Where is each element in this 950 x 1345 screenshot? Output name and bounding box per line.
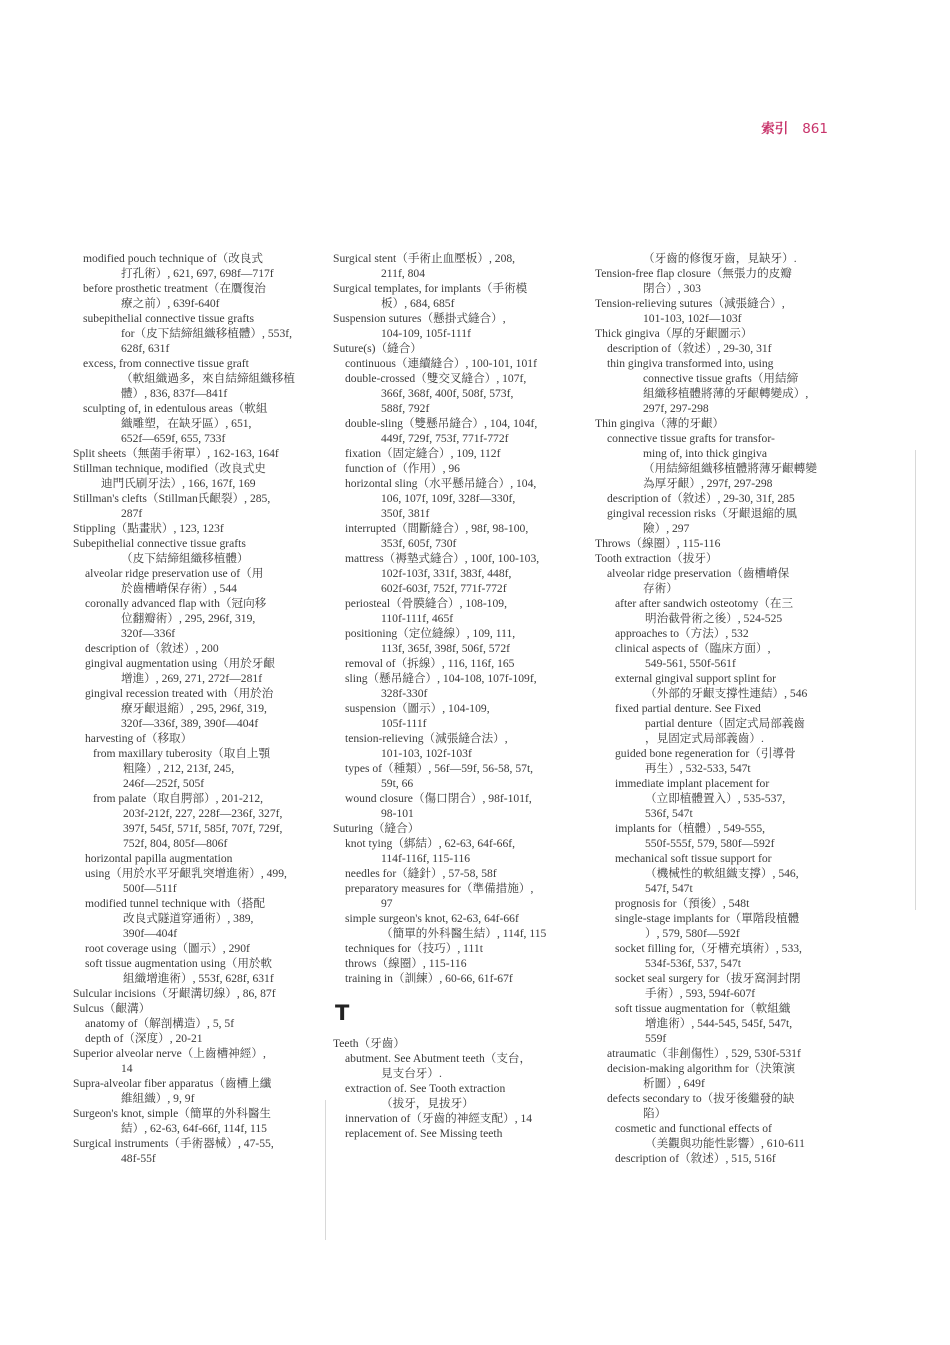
- index-line: soft tissue augmentation using（用於軟: [85, 957, 273, 970]
- index-line: 353f, 605f, 730f: [381, 537, 457, 550]
- index-line: 320f—336f: [121, 627, 176, 640]
- index-line: description of（敘述）, 515, 516f: [615, 1152, 776, 1165]
- index-line: 析圖）, 649f: [643, 1077, 705, 1090]
- index-line: 明治截骨術之後）, 524-525: [645, 612, 783, 625]
- index-line: Suspension sutures（懸掛式縫合）,: [333, 312, 506, 325]
- index-line: （皮下結締組織移植體）: [121, 552, 249, 565]
- index-line: horizontal sling（水平懸吊縫合）, 104,: [345, 477, 537, 490]
- index-line: 287f: [121, 507, 143, 520]
- index-line: from maxillary tuberosity（取自上顎: [93, 747, 271, 760]
- index-line: 102f-103f, 331f, 383f, 448f,: [381, 567, 512, 580]
- index-line: partial denture（固定式局部義齒: [645, 717, 806, 730]
- index-line: Sulcular incisions（牙齦溝切線）, 86, 87f: [73, 987, 276, 1000]
- index-line: 組織增進術）, 553f, 628f, 631f: [123, 972, 274, 985]
- index-line: harvesting of（移取）: [85, 732, 193, 745]
- index-line: periosteal（骨膜縫合）, 108-109,: [345, 597, 507, 610]
- index-line: Tension-relieving sutures（減張縫合）,: [595, 297, 785, 310]
- index-line: 組織移植體將薄的牙齦轉變成）,: [643, 387, 809, 400]
- index-line: fixed partial denture. See Fixed: [615, 702, 761, 715]
- index-line: 閉合）, 303: [643, 282, 701, 295]
- index-line: Superior alveolar nerve（上齒槽神經）,: [73, 1047, 266, 1060]
- index-line: 維組織）, 9, 9f: [121, 1092, 195, 1105]
- index-line: 246f—252f, 505f: [123, 777, 205, 790]
- index-line: for（皮下結締組織移植體）, 553f,: [121, 327, 292, 340]
- page-number: 861: [802, 121, 828, 137]
- index-line: description of（敘述）, 200: [85, 642, 219, 655]
- index-line: knot tying（綁結）, 62-63, 64f-66f,: [345, 837, 516, 850]
- index-line: 559f: [645, 1032, 667, 1045]
- index-line: 織雕塑，在缺牙區）, 651,: [121, 417, 252, 430]
- index-line: 101-103, 102f-103f: [381, 747, 472, 760]
- index-line: 101-103, 102f—103f: [643, 312, 742, 325]
- index-line: wound closure（傷口閉合）, 98f-101f,: [345, 792, 532, 805]
- index-line: Surgical stent（手術止血壓板）, 208,: [333, 252, 516, 265]
- index-line: before prosthetic treatment（在贋復治: [83, 282, 266, 295]
- index-line: removal of（拆線）, 116, 116f, 165: [345, 657, 515, 670]
- index-line: Thick gingiva（厚的牙齦圖示）: [595, 327, 753, 340]
- index-line: 534f-536f, 537, 547t: [645, 957, 741, 970]
- section-letter: T: [335, 1001, 350, 1025]
- index-line: fixation（固定縫合）, 109, 112f: [345, 447, 501, 460]
- index-line: innervation of（牙齒的神經支配）, 14: [345, 1112, 533, 1125]
- index-line: prognosis for（預後）, 548t: [615, 897, 750, 910]
- index-line: 500f—511f: [123, 882, 177, 895]
- index-line: 297f, 297-298: [643, 402, 709, 415]
- index-line: 397f, 545f, 571f, 585f, 707f, 729f,: [123, 822, 283, 835]
- index-line: atraumatic（非創傷性）, 529, 530f-531f: [607, 1047, 801, 1060]
- index-line: 97: [381, 897, 393, 910]
- index-line: simple surgeon's knot, 62-63, 64f-66f: [345, 912, 519, 925]
- index-line: 陷）: [643, 1107, 667, 1120]
- index-line: Suturing（縫合）: [333, 822, 420, 835]
- index-line: 48f-55f: [121, 1152, 156, 1165]
- index-line: defects secondary to（拔牙後繼發的缺: [607, 1092, 795, 1105]
- index-line: 險）, 297: [643, 522, 690, 535]
- index-line: replacement of. See Missing teeth: [345, 1127, 503, 1140]
- index-line: 211f, 804: [381, 267, 426, 280]
- index-line: single-stage implants for（單階段植體: [615, 912, 800, 925]
- index-line: 療牙齦退縮）, 295, 296f, 319,: [121, 702, 267, 715]
- page-header: [761, 117, 828, 137]
- index-line: alveolar ridge preservation（齒槽嵴保: [607, 567, 790, 580]
- index-line: 14: [121, 1062, 133, 1075]
- index-line: （拔牙，見拔牙）: [381, 1097, 474, 1110]
- index-line: alveolar ridge preservation use of（用: [85, 567, 264, 580]
- index-line: description of（敘述）, 29-30, 31f, 285: [607, 492, 795, 505]
- index-line: 203f-212f, 227, 228f—236f, 327f,: [123, 807, 283, 820]
- index-line: 113f, 365f, 398f, 506f, 572f: [381, 642, 511, 655]
- index-line: excess, from connective tissue graft: [83, 357, 249, 370]
- index-line: Stillman's clefts（Stillman氏齦裂）, 285,: [73, 492, 271, 505]
- index-line: decision-making algorithm for（決策演: [607, 1062, 796, 1075]
- index-line: （立即植體置入）, 535-537,: [645, 792, 786, 805]
- index-line: suspension（圖示）, 104-109,: [345, 702, 490, 715]
- index-line: 105f-111f: [381, 717, 427, 730]
- index-line: after after sandwich osteotomy（在三: [615, 597, 794, 610]
- index-line: Sulcus（齦溝）: [73, 1002, 151, 1015]
- index-line: Split sheets（無菌手術單）, 162-163, 164f: [73, 447, 279, 460]
- index-line: ming of, into thick gingiva: [643, 447, 767, 460]
- index-line: Tooth extraction（拔牙）: [595, 552, 718, 565]
- index-line: （牙齒的修復牙齒，見缺牙）.: [643, 252, 797, 265]
- index-line: training in（訓練）, 60-66, 61f-67f: [345, 972, 513, 985]
- index-line: 為厚牙齦）, 297f, 297-298: [643, 477, 773, 490]
- index-line: cosmetic and functional effects of: [615, 1122, 772, 1135]
- index-line: 628f, 631f: [121, 342, 170, 355]
- index-line: sculpting of, in edentulous areas（軟組: [83, 402, 268, 415]
- index-line: 板）, 684, 685f: [381, 297, 455, 310]
- index-line: anatomy of（解剖構造）, 5, 5f: [85, 1017, 235, 1030]
- index-line: tension-relieving（減張縫合法）,: [345, 732, 508, 745]
- index-line: positioning（定位縫線）, 109, 111,: [345, 627, 516, 640]
- index-line: mechanical soft tissue support for: [615, 852, 772, 865]
- index-line: 449f, 729f, 753f, 771f-772f: [381, 432, 509, 445]
- index-line: clinical aspects of（臨床方面）,: [615, 642, 771, 655]
- index-line: 98-101: [381, 807, 414, 820]
- index-line: 549-561, 550f-561f: [645, 657, 736, 670]
- index-line: Suture(s)（縫合）: [333, 342, 422, 355]
- page-edge-line: [915, 450, 916, 910]
- index-line: 增進術）, 544-545, 545f, 547t,: [645, 1017, 793, 1030]
- index-line: socket filling for,（牙槽充填術）, 533,: [615, 942, 802, 955]
- index-column-1: [73, 251, 323, 1166]
- index-line: Surgical instruments（手術器械）, 47-55,: [73, 1137, 274, 1150]
- index-line: 390f—404f: [123, 927, 178, 940]
- index-line: using（用於水平牙齦乳突增進術）, 499,: [85, 867, 287, 880]
- index-line: 結）, 62-63, 64f-66f, 114f, 115: [121, 1122, 267, 1135]
- index-line: Thin gingiva（薄的牙齦）: [595, 417, 725, 430]
- index-line: interrupted（間斷縫合）, 98f, 98-100,: [345, 522, 529, 535]
- index-line: 547f, 547t: [645, 882, 693, 895]
- index-line: subepithelial connective tissue grafts: [83, 312, 254, 325]
- index-line: sling（懸吊縫合）, 104-108, 107f-109f,: [345, 672, 537, 685]
- index-line: 體）, 836, 837f—841f: [121, 387, 228, 400]
- index-line: 療之前）, 639f-640f: [121, 297, 220, 310]
- index-line: throws（線圈）, 115-116: [345, 957, 467, 970]
- index-line: immediate implant placement for: [615, 777, 770, 790]
- index-line: Tension-free flap closure（無張力的皮瓣: [595, 267, 792, 280]
- index-line: gingival augmentation using（用於牙齦: [85, 657, 275, 670]
- index-line: 320f—336f, 389, 390f—404f: [121, 717, 259, 730]
- index-line: 再生）, 532-533, 547t: [645, 762, 751, 775]
- index-line: needles for（縫針）, 57-58, 58f: [345, 867, 497, 880]
- index-line: mattress（褥墊式縫合）, 100f, 100-103,: [345, 552, 540, 565]
- index-line: techniques for（技巧）, 111t: [345, 942, 483, 955]
- index-line: 114f-116f, 115-116: [381, 852, 471, 865]
- index-line: ，見固定式局部義齒）.: [645, 732, 764, 745]
- index-line: horizontal papilla augmentation: [85, 852, 233, 865]
- index-line: 手術）, 593, 594f-607f: [645, 987, 756, 1000]
- index-line: Supra-alveolar fiber apparatus（齒槽上纖: [73, 1077, 272, 1090]
- index-line: modified pouch technique of（改良式: [83, 252, 263, 265]
- index-line: Subepithelial connective tissue grafts: [73, 537, 246, 550]
- index-column-3: [595, 251, 855, 1166]
- index-column-2: [333, 251, 583, 1141]
- index-line: extraction of. See Tooth extraction: [345, 1082, 506, 1095]
- index-line: ）, 579, 580f—592f: [645, 927, 740, 940]
- index-line: 350f, 381f: [381, 507, 430, 520]
- index-line: 752f, 804, 805f—806f: [123, 837, 228, 850]
- index-line: types of（種類）, 56f—59f, 56-58, 57t,: [345, 762, 534, 775]
- index-line: soft tissue augmentation for（軟組織: [615, 1002, 791, 1015]
- index-line: （用結締組織移植體將薄牙齦轉變: [643, 462, 817, 475]
- index-line: 652f—659f, 655, 733f: [121, 432, 226, 445]
- column-divider-line: [325, 1100, 326, 1240]
- index-line: 536f, 547t: [645, 807, 693, 820]
- index-line: connective tissue grafts（用結締: [643, 372, 799, 385]
- index-line: （軟組織過多，來自結締組織移植: [121, 372, 295, 385]
- index-line: guided bone regeneration for（引導骨: [615, 747, 796, 760]
- index-line: connective tissue grafts for transfor-: [607, 432, 775, 445]
- index-line: preparatory measures for（準備措施）,: [345, 882, 534, 895]
- index-line: Teeth（牙齒）: [333, 1037, 405, 1050]
- index-line: （機械性的軟組織支撐）, 546,: [645, 867, 799, 880]
- index-line: Surgeon's knot, simple（簡單的外科醫生: [73, 1107, 272, 1120]
- index-line: 366f, 368f, 400f, 508f, 573f,: [381, 387, 514, 400]
- index-line: modified tunnel technique with（搭配: [85, 897, 265, 910]
- index-line: 粗隆）, 212, 213f, 245,: [123, 762, 235, 775]
- index-line: thin gingiva transformed into, using: [607, 357, 774, 370]
- index-line: 110f-111f, 465f: [381, 612, 454, 625]
- index-line: description of（敘述）, 29-30, 31f: [607, 342, 772, 355]
- index-line: function of（作用）, 96: [345, 462, 460, 475]
- index-line: 打孔術）, 621, 697, 698f—717f: [121, 267, 274, 280]
- index-line: Throws（線圈）, 115-116: [595, 537, 721, 550]
- index-line: abutment. See Abutment teeth（支台，: [345, 1052, 532, 1065]
- index-line: （簡單的外科醫生結）, 114f, 115: [381, 927, 547, 940]
- index-line: double-crossed（雙交叉縫合）, 107f,: [345, 372, 527, 385]
- index-line: external gingival support splint for: [615, 672, 776, 685]
- index-line: （美觀與功能性影響）, 610-611: [645, 1137, 805, 1150]
- index-line: continuous（連續縫合）, 100-101, 101f: [345, 357, 537, 370]
- index-line: Stippling（點畫狀）, 123, 123f: [73, 522, 224, 535]
- index-line: 迪門氏刷牙法）, 166, 167f, 169: [101, 477, 256, 490]
- index-line: root coverage using（圖示）, 290f: [85, 942, 250, 955]
- index-line: 550f-555f, 579, 580f—592f: [645, 837, 775, 850]
- index-line: Surgical templates, for implants（手術模: [333, 282, 528, 295]
- index-line: gingival recession risks（牙齦退縮的風: [607, 507, 797, 520]
- index-line: 見支台牙）.: [381, 1067, 442, 1080]
- index-line: 於齒槽嵴保存術）, 544: [121, 582, 237, 595]
- index-line: 位翻瓣術）, 295, 296f, 319,: [121, 612, 256, 625]
- index-line: from palate（取自腭部）, 201-212,: [93, 792, 264, 805]
- index-line: 104-109, 105f-111f: [381, 327, 471, 340]
- index-line: socket seal surgery for（拔牙窩洞封閉: [615, 972, 801, 985]
- index-line: 改良式隧道穿通術）, 389,: [123, 912, 254, 925]
- index-line: double-sling（雙懸吊縫合）, 104, 104f,: [345, 417, 538, 430]
- index-line: 602f-603f, 752f, 771f-772f: [381, 582, 507, 595]
- index-line: coronally advanced flap with（冠向移: [85, 597, 267, 610]
- index-line: implants for（植體）, 549-555,: [615, 822, 766, 835]
- index-line: depth of（深度）, 20-21: [85, 1032, 203, 1045]
- index-line: （外部的牙齦支撐性連結）, 546: [645, 687, 808, 700]
- index-line: 存術）: [643, 582, 678, 595]
- header-title: 索引: [761, 121, 789, 137]
- index-line: 59t, 66: [381, 777, 414, 790]
- index-line: Stillman technique, modified（改良式史: [73, 462, 266, 475]
- index-line: 增進）, 269, 271, 272f—281f: [121, 672, 263, 685]
- index-line: gingival recession treated with（用於治: [85, 687, 274, 700]
- index-line: 588f, 792f: [381, 402, 430, 415]
- index-line: approaches to（方法）, 532: [615, 627, 749, 640]
- index-line: 328f-330f: [381, 687, 428, 700]
- index-line: 106, 107f, 109f, 328f—330f,: [381, 492, 516, 505]
